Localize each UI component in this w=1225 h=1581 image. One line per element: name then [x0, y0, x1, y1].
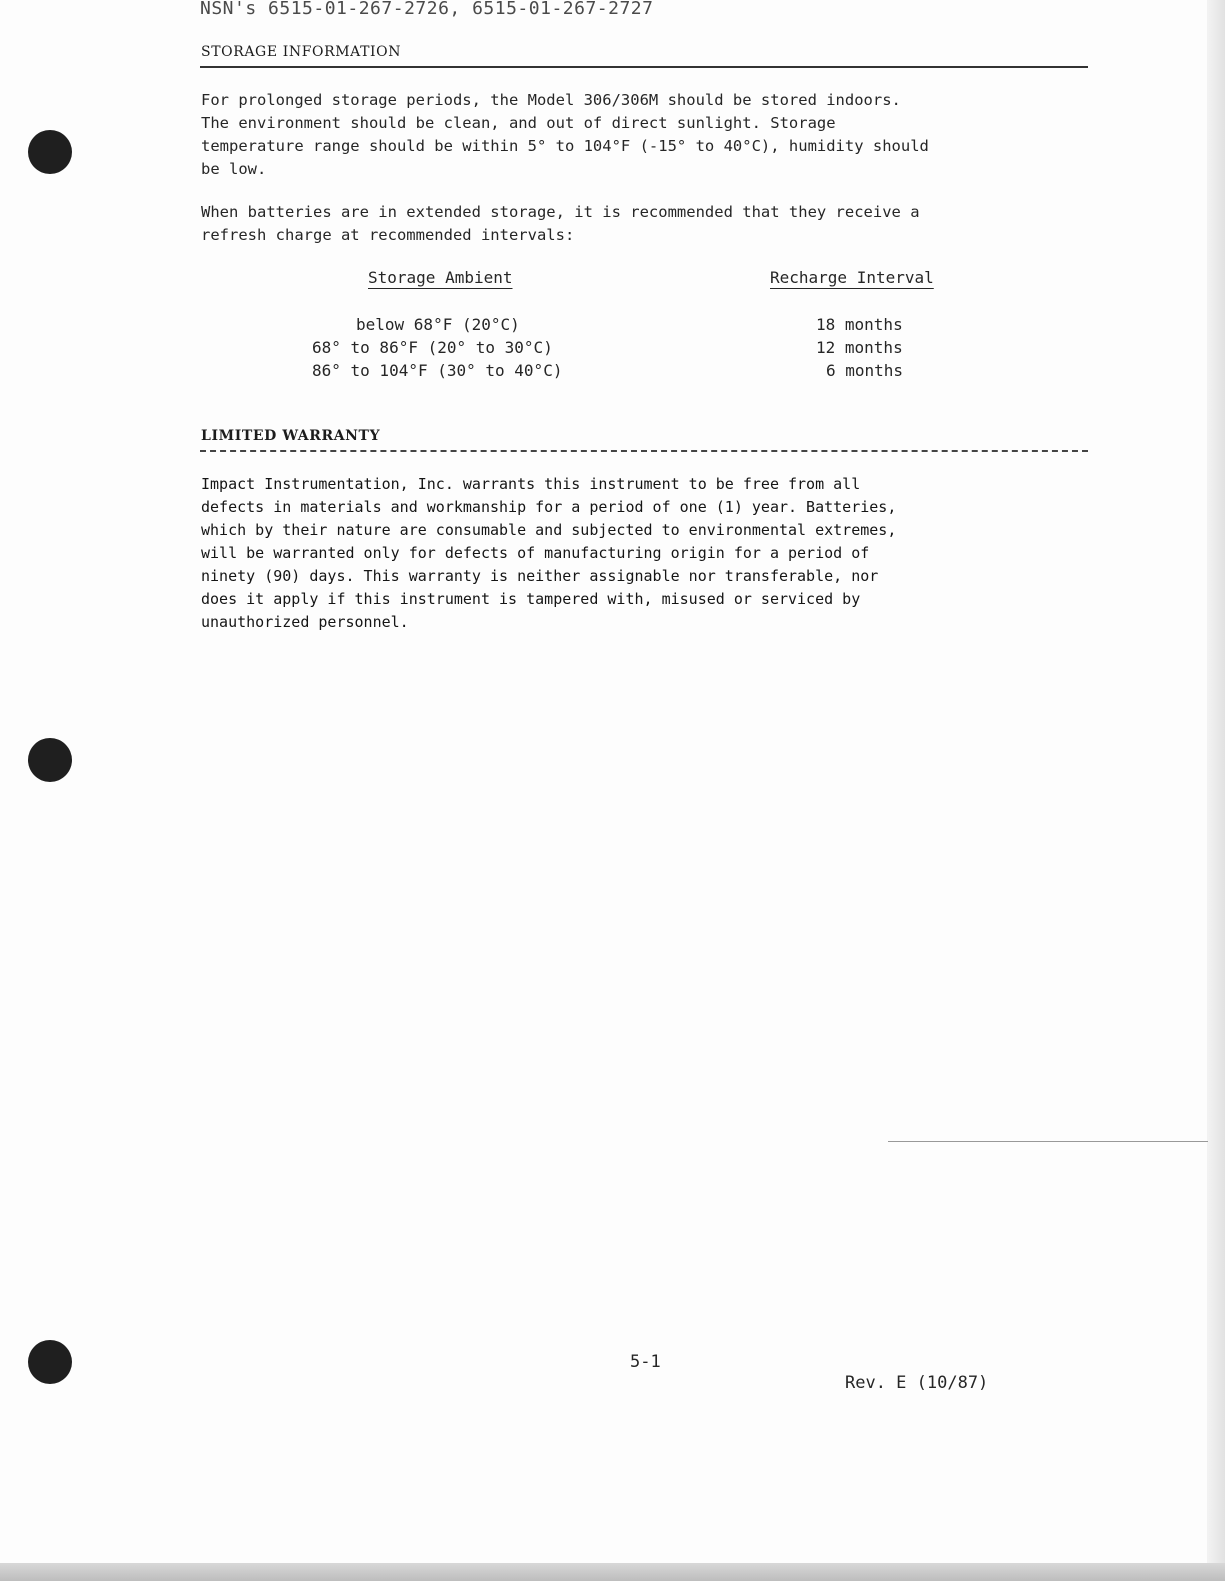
warranty-paragraph: Impact Instrumentation, Inc. warrants this instrument to be free from all defects in materials and workmanship for a period of one (1) year. Batteries, which by their nature are consumable and subjected to environmental extremes, will be warranted only for defects of manufacturing origin for a period of ninety (90) days. This warranty is neither assignable nor transferable, nor does it apply if this instrument is tampered with, misused or serviced by unauthorized personnel. — [201, 475, 897, 631]
revision-label: Rev. E (10/87) — [845, 1373, 989, 1393]
page-edge-shadow-right — [1207, 0, 1225, 1581]
page-edge-shadow-bottom — [0, 1563, 1225, 1581]
scan-artifact-line — [888, 1141, 1208, 1142]
table-cell-interval: 12 months — [816, 338, 903, 357]
storage-paragraph-1: For prolonged storage periods, the Model 306/306M should be stored indoors. The environment should be clean, and out of direct sunlight. Storage temperature range should be within 5° to 104°F (-15° to 40°C), humidity should be low. — [201, 91, 929, 178]
storage-section-rule — [200, 66, 1088, 68]
table-cell-ambient: below 68°F (20°C) — [356, 315, 520, 334]
table-header-recharge-interval: Recharge Interval — [770, 268, 934, 287]
table-cell-ambient: 68° to 86°F (20° to 30°C) — [312, 338, 553, 357]
table-cell-interval: 18 months — [816, 315, 903, 334]
binder-hole-bottom — [28, 1340, 72, 1384]
table-cell-interval: 6 months — [826, 361, 904, 380]
table-header-storage-ambient: Storage Ambient — [368, 268, 513, 287]
warranty-section-rule — [200, 450, 1088, 452]
warranty-section-title: LIMITED WARRANTY — [201, 428, 381, 444]
nsn-header: NSN's 6515-01-267-2726, 6515-01-267-2727 — [200, 0, 654, 19]
table-cell-ambient: 86° to 104°F (30° to 40°C) — [312, 361, 563, 380]
binder-hole-middle — [28, 738, 72, 782]
storage-paragraph-2: When batteries are in extended storage, it is recommended that they receive a refresh charge at recommended intervals: — [201, 203, 920, 244]
storage-section-title: STORAGE INFORMATION — [201, 44, 402, 60]
binder-hole-top — [28, 130, 72, 174]
page-number: 5-1 — [630, 1352, 661, 1372]
